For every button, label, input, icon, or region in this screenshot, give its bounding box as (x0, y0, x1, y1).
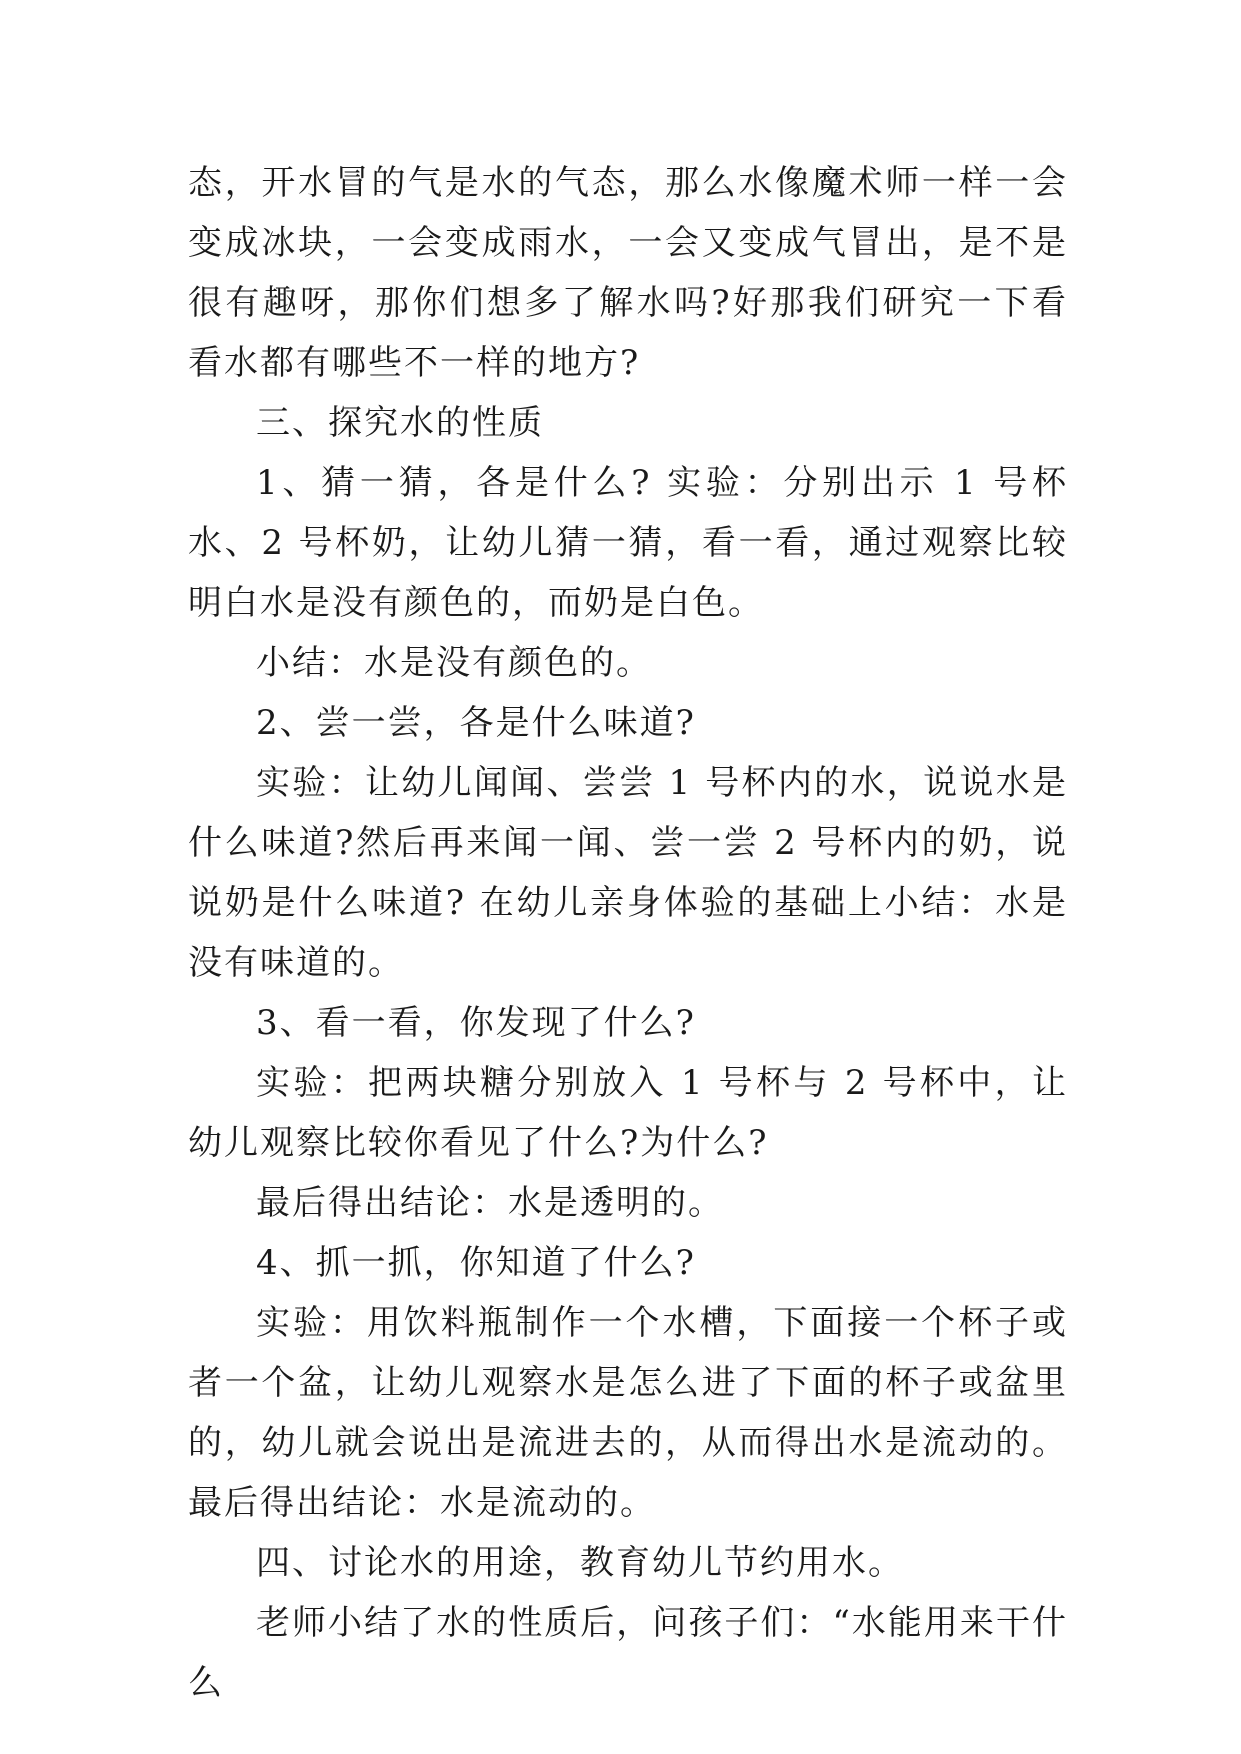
paragraph-grab-experiment: 实验：用饮料瓶制作一个水槽，下面接一个杯子或者一个盆，让幼儿观察水是怎么进了下面的杯子或盆里的，幼儿就会说出是流进去的，从而得出水是流动的。 最后得出结论：水是流动的。 (188, 1303, 1068, 1523)
paragraph-guess: 1、猜一猜，各是什么? 实验：分别出示 1 号杯水、2 号杯奶，让幼儿猜一猜，看一看，通过观察比较明白水是没有颜色的，而奶是白色。 (188, 463, 1068, 623)
paragraph-teacher-summary: 老师小结了水的性质后，问孩子们：“水能用来干什么 (188, 1603, 1068, 1703)
paragraph-conclusion-transparent: 最后得出结论：水是透明的。 (256, 1183, 724, 1223)
paragraph-grab-heading: 4、抓一抓，你知道了什么? (256, 1243, 696, 1283)
paragraph-look-experiment: 实验：把两块糖分别放入 1 号杯与 2 号杯中，让幼儿观察比较你看见了什么?为什么? (188, 1063, 1068, 1163)
paragraph-taste-heading: 2、尝一尝，各是什么味道? (256, 703, 696, 743)
paragraph-look-heading: 3、看一看，你发现了什么? (256, 1003, 696, 1043)
section-heading-3: 三、探究水的性质 (256, 403, 544, 443)
paragraph-summary-color: 小结：水是没有颜色的。 (256, 643, 652, 683)
paragraph-continuation: 态，开水冒的气是水的气态，那么水像魔术师一样一会变成冰块，一会变成雨水，一会又变成气冒出，是不是很有趣呀，那你们想多了解水吗?好那我们研究一下看看水都有哪些不一样的地方? (188, 163, 1068, 383)
paragraph-taste-experiment: 实验：让幼儿闻闻、尝尝 1 号杯内的水，说说水是什么味道?然后再来闻一闻、尝一尝 2 号杯内的奶，说说奶是什么味道? 在幼儿亲身体验的基础上小结：水是没有味道的。 (188, 763, 1068, 983)
section-heading-4: 四、讨论水的用途，教育幼儿节约用水。 (256, 1543, 904, 1583)
document-body (188, 153, 1068, 1713)
